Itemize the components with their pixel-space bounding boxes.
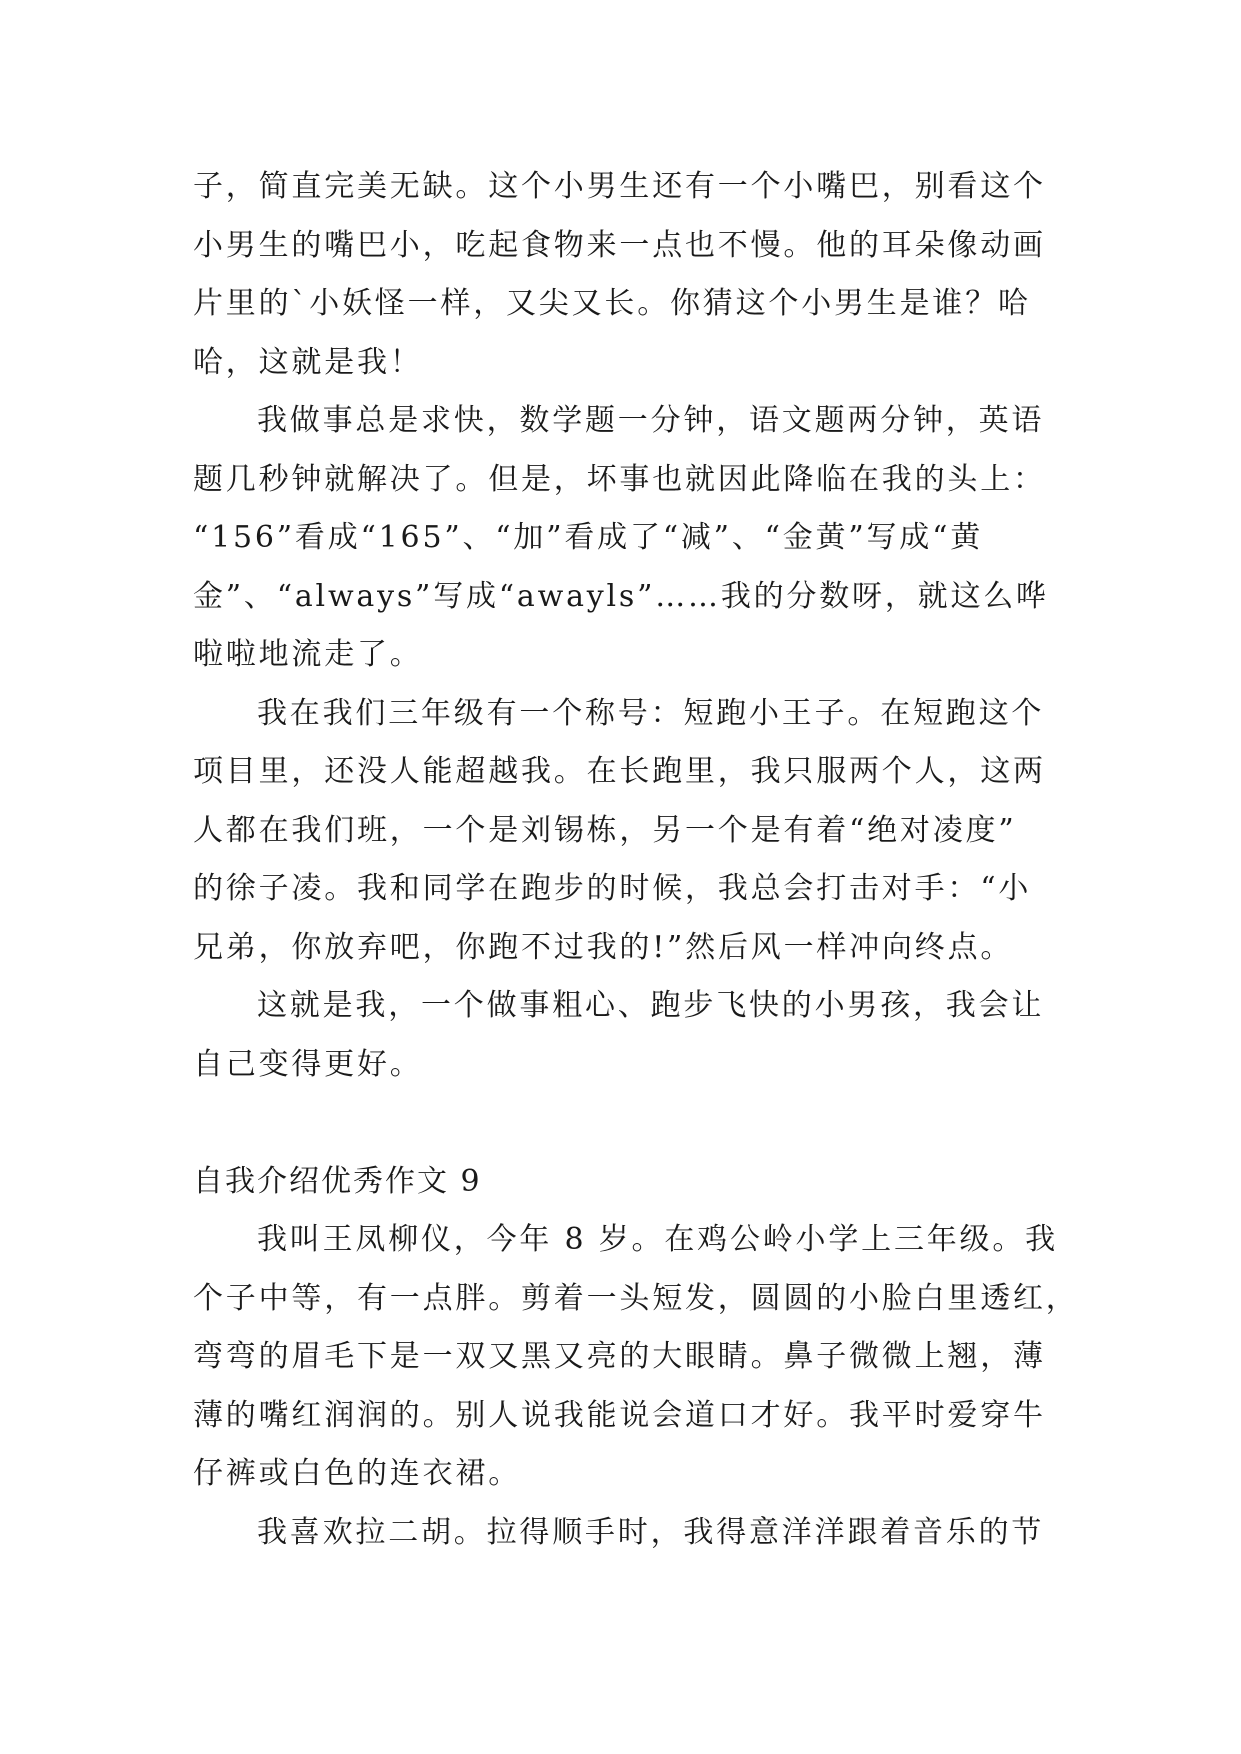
text-line: 我做事总是求快，数学题一分钟，语文题两分钟，英语	[257, 403, 1045, 438]
paragraph	[193, 158, 1073, 392]
paragraph	[193, 1504, 1073, 1563]
section-title: 自我介绍优秀作文 9	[193, 1163, 482, 1199]
text-line: 我喜欢拉二胡。拉得顺手时，我得意洋洋跟着音乐的节	[257, 1514, 1045, 1550]
text-line: 个子中等，有一点胖。剪着一头短发，圆圆的小脸白里透红，	[193, 1280, 1079, 1316]
text-line: 我在我们三年级有一个称号：短跑小王子。在短跑这个	[257, 695, 1045, 731]
text-line: 项目里，还没人能超越我。在长跑里，我只服两个人，这两	[193, 754, 1046, 789]
section-gap	[193, 1094, 1073, 1153]
text-line: 仔裤或白色的连衣裙。	[193, 1456, 521, 1491]
text-line: 片里的`小妖怪一样，又尖又长。你猜这个小男生是谁？哈	[193, 286, 1031, 321]
text-line: 薄的嘴红润润的。别人说我能说会道口才好。我平时爱穿牛	[193, 1397, 1046, 1433]
text-line: 啦啦地流走了。	[193, 637, 423, 672]
text-line: 人都在我们班，一个是刘锡栋，另一个是有着“绝对凌度”	[193, 812, 1017, 848]
text-line: 自己变得更好。	[193, 1046, 423, 1082]
text-block	[193, 158, 1079, 1562]
text-line: 这就是我，一个做事粗心、跑步飞快的小男孩，我会让	[257, 988, 1045, 1023]
text-line: “156”看成“165”、“加”看成了“减”、“金黄”写成“黄	[193, 520, 984, 555]
text-line: 子，简直完美无缺。这个小男生还有一个小嘴巴，别看这个	[193, 169, 1046, 204]
text-line: 我叫王凤柳仪，今年 8 岁。在鸡公岭小学上三年级。我	[257, 1222, 1058, 1257]
paragraph	[193, 1211, 1079, 1504]
paragraph	[193, 392, 1073, 685]
text-line: 题几秒钟就解决了。但是，坏事也就因此降临在我的头上：	[193, 461, 1046, 497]
paragraph	[193, 685, 1073, 978]
paragraph	[193, 977, 1073, 1094]
text-line: 兄弟，你放弃吧，你跑不过我的!”然后风一样冲向终点。	[193, 929, 1014, 965]
text-line: 弯弯的眉毛下是一双又黑又亮的大眼睛。鼻子微微上翘，薄	[193, 1339, 1046, 1374]
text-line: 金”、“always”写成“awayls”……我的分数呀，就这么哗	[193, 578, 1049, 614]
text-line: 的徐子凌。我和同学在跑步的时候，我总会打击对手：“小	[193, 871, 1032, 906]
text-line: 哈，这就是我！	[193, 344, 423, 380]
text-line: 小男生的嘴巴小，吃起食物来一点也不慢。他的耳朵像动画	[193, 227, 1046, 263]
